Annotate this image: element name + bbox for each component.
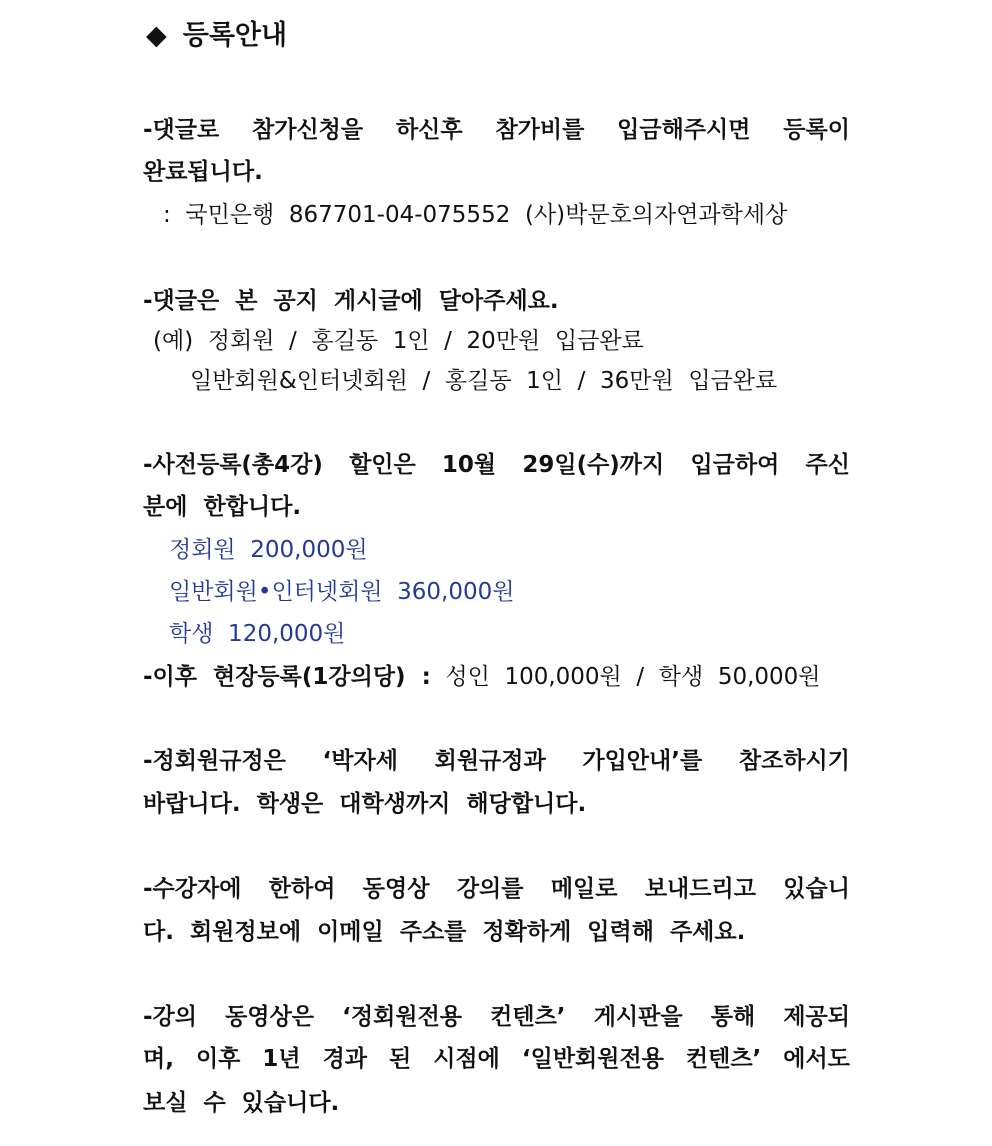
paragraph-line: 보실 수 있습니다. xyxy=(143,1090,340,1116)
paragraph-line xyxy=(143,119,850,142)
word: 제공되 xyxy=(783,1004,850,1030)
word: 컨텐츠’ xyxy=(490,1004,566,1030)
word: 가입안내’를 xyxy=(582,748,703,774)
paragraph-line xyxy=(143,1006,850,1029)
word: 등록이 xyxy=(783,117,850,143)
price-item: 일반회원•인터넷회원 360,000원 xyxy=(169,579,515,605)
word: 참조하시기 xyxy=(738,748,850,774)
word: -정회원규정은 xyxy=(143,748,286,774)
word: -댓글로 xyxy=(143,117,220,143)
word: 있습니 xyxy=(783,876,850,902)
word: 하신후 xyxy=(395,117,463,143)
title-text: 등록안내 xyxy=(182,20,288,51)
paragraph-line xyxy=(143,1048,850,1071)
word: 시점에 xyxy=(433,1046,500,1072)
paragraph-line: 분에 한합니다. xyxy=(143,494,302,520)
example-line: 일반회원&인터넷회원 / 홍길동 1인 / 36만원 입금완료 xyxy=(190,368,778,394)
word: 1년 xyxy=(262,1046,301,1072)
word: 강의를 xyxy=(456,876,524,902)
word: 게시판을 xyxy=(593,1004,683,1030)
word: 통해 xyxy=(710,1004,756,1030)
word: 할인은 xyxy=(349,452,416,478)
paragraph-line xyxy=(143,878,850,901)
word: 참가신청을 xyxy=(252,117,364,143)
word: 메일로 xyxy=(550,876,618,902)
paragraph-line: 바랍니다. 학생은 대학생까지 해당합니다. xyxy=(143,791,587,817)
word: 10월 xyxy=(441,452,497,478)
onsite-label: -이후 현장등록(1강의당) : xyxy=(143,664,431,690)
paragraph-line: -댓글은 본 공지 게시글에 달아주세요. xyxy=(143,288,559,314)
word: ‘정회원전용 xyxy=(342,1004,462,1030)
word: -수강자에 xyxy=(143,876,242,902)
word: 보내드리고 xyxy=(644,876,756,902)
section-title xyxy=(146,22,287,49)
word: 회원규정과 xyxy=(434,748,546,774)
onsite-registration xyxy=(143,666,821,689)
bank-account: : 국민은행 867701-04-075552 (사)박문호의자연과학세상 xyxy=(163,202,788,228)
onsite-prices: 성인 100,000원 / 학생 50,000원 xyxy=(445,664,821,690)
diamond-bullet-icon: ◆ xyxy=(146,20,167,51)
word: 29일(수)까지 xyxy=(522,452,665,478)
word: 동영상 xyxy=(362,876,430,902)
word: ‘박자세 xyxy=(322,748,398,774)
word: 참가비를 xyxy=(495,117,585,143)
word: 컨텐츠’ xyxy=(685,1046,762,1072)
word: -강의 xyxy=(143,1004,197,1030)
word: 입금하여 xyxy=(690,452,780,478)
paragraph-line xyxy=(143,750,850,773)
example-line: (예) 정회원 / 홍길동 1인 / 20만원 입금완료 xyxy=(153,328,644,354)
word: 며, xyxy=(143,1046,174,1072)
word: 한하여 xyxy=(268,876,336,902)
word: 입금해주시면 xyxy=(617,117,751,143)
word: -사전등록(총4강) xyxy=(143,452,323,478)
word: 경과 xyxy=(322,1046,368,1072)
word: 에서도 xyxy=(783,1046,850,1072)
paragraph-line: 다. 회원정보에 이메일 주소를 정확하게 입력해 주세요. xyxy=(143,919,746,945)
price-item: 정회원 200,000원 xyxy=(169,537,368,563)
word: 된 xyxy=(389,1046,412,1072)
word: ‘일반회원전용 xyxy=(521,1046,664,1072)
word: 동영상은 xyxy=(225,1004,315,1030)
word: 주신 xyxy=(805,452,850,478)
price-item: 학생 120,000원 xyxy=(169,621,346,647)
paragraph-line: 완료됩니다. xyxy=(143,159,263,185)
paragraph-line xyxy=(143,454,850,477)
word: 이후 xyxy=(195,1046,241,1072)
